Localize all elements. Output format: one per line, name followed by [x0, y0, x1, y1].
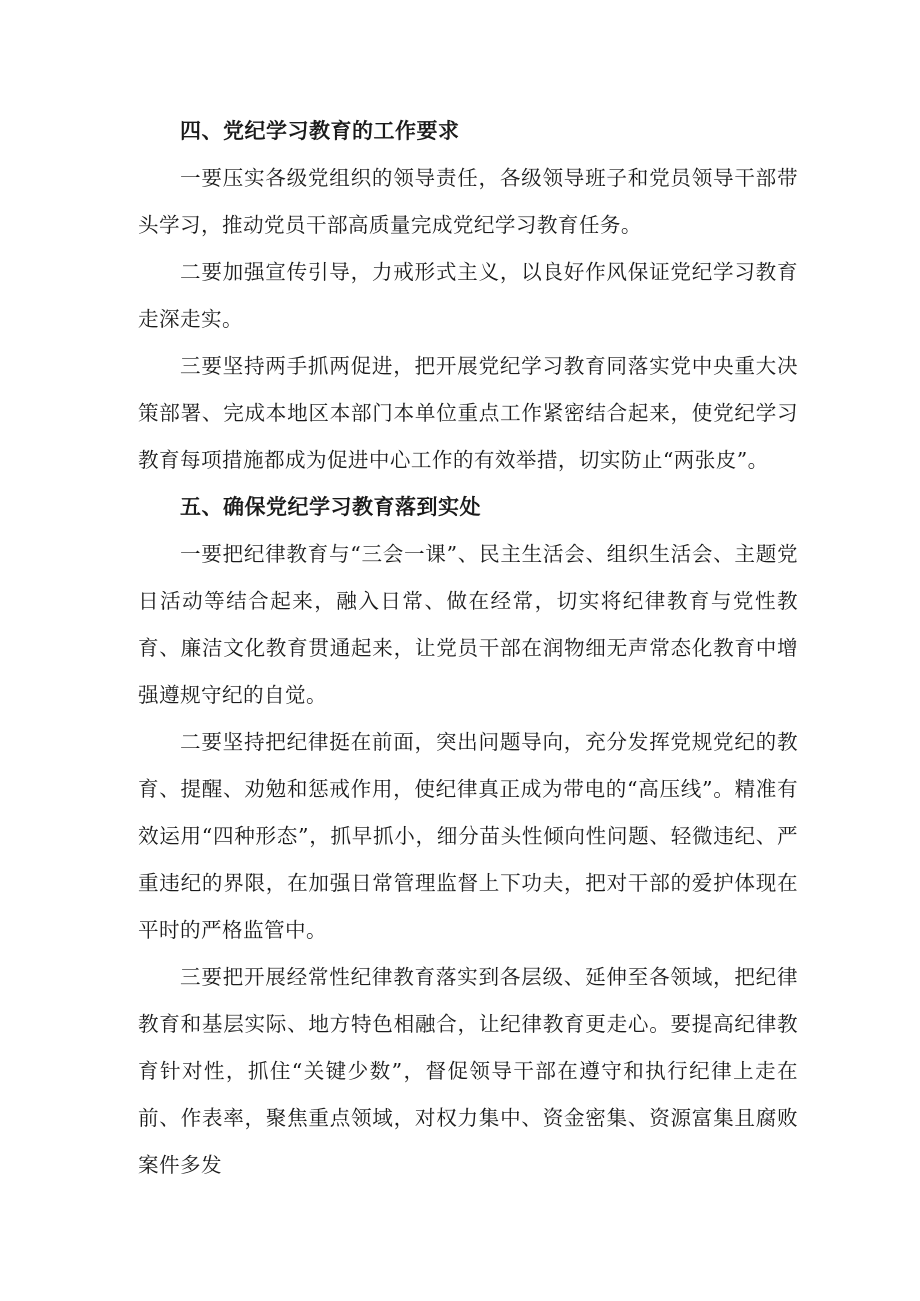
- section-4-paragraph-2: 二要加强宣传引导，力戒形式主义，以良好作风保证党纪学习教育走深走实。: [138, 260, 798, 331]
- document-body: [138, 108, 798, 1189]
- section-4-paragraph-3: 三要坚持两手抓两促进，把开展党纪学习教育同落实党中央重大决策部署、完成本地区本部门本单位重点工作紧密结合起来，使党纪学习教育每项措施都成为促进中心工作的有效举措，切实防止“两张皮”。: [138, 354, 798, 472]
- section-5-paragraph-2: 二要坚持把纪律挺在前面，突出问题导向，充分发挥党规党纪的教育、提醒、劝勉和惩戒作用，使纪律真正成为带电的“高压线”。精准有效运用“四种形态”，抓早抓小，细分苗头性倾向性问题、轻微违纪、严重违纪的界限，在加强日常管理监督上下功夫，把对干部的爱护体现在平时的严格监管中。: [138, 730, 798, 942]
- section-4-paragraph-1: 一要压实各级党组织的领导责任，各级领导班子和党员领导干部带头学习，推动党员干部高质量完成党纪学习教育任务。: [138, 166, 798, 237]
- section-5-paragraph-1: 一要把纪律教育与“三会一课”、民主生活会、组织生活会、主题党日活动等结合起来，融入日常、做在经常，切实将纪律教育与党性教育、廉洁文化教育贯通起来，让党员干部在润物细无声常态化教育中增强遵规守纪的自觉。: [138, 542, 798, 707]
- section-heading-5: 五、确保党纪学习教育落到实处: [180, 495, 481, 519]
- section-5-paragraph-3: 三要把开展经常性纪律教育落实到各层级、延伸至各领域，把纪律教育和基层实际、地方特色相融合，让纪律教育更走心。要提高纪律教育针对性，抓住“关键少数”，督促领导干部在遵守和执行纪律上走在前、作表率，聚焦重点领域，对权力集中、资金密集、资源富集且腐败案件多发: [138, 965, 798, 1177]
- section-heading-4: 四、党纪学习教育的工作要求: [180, 119, 460, 143]
